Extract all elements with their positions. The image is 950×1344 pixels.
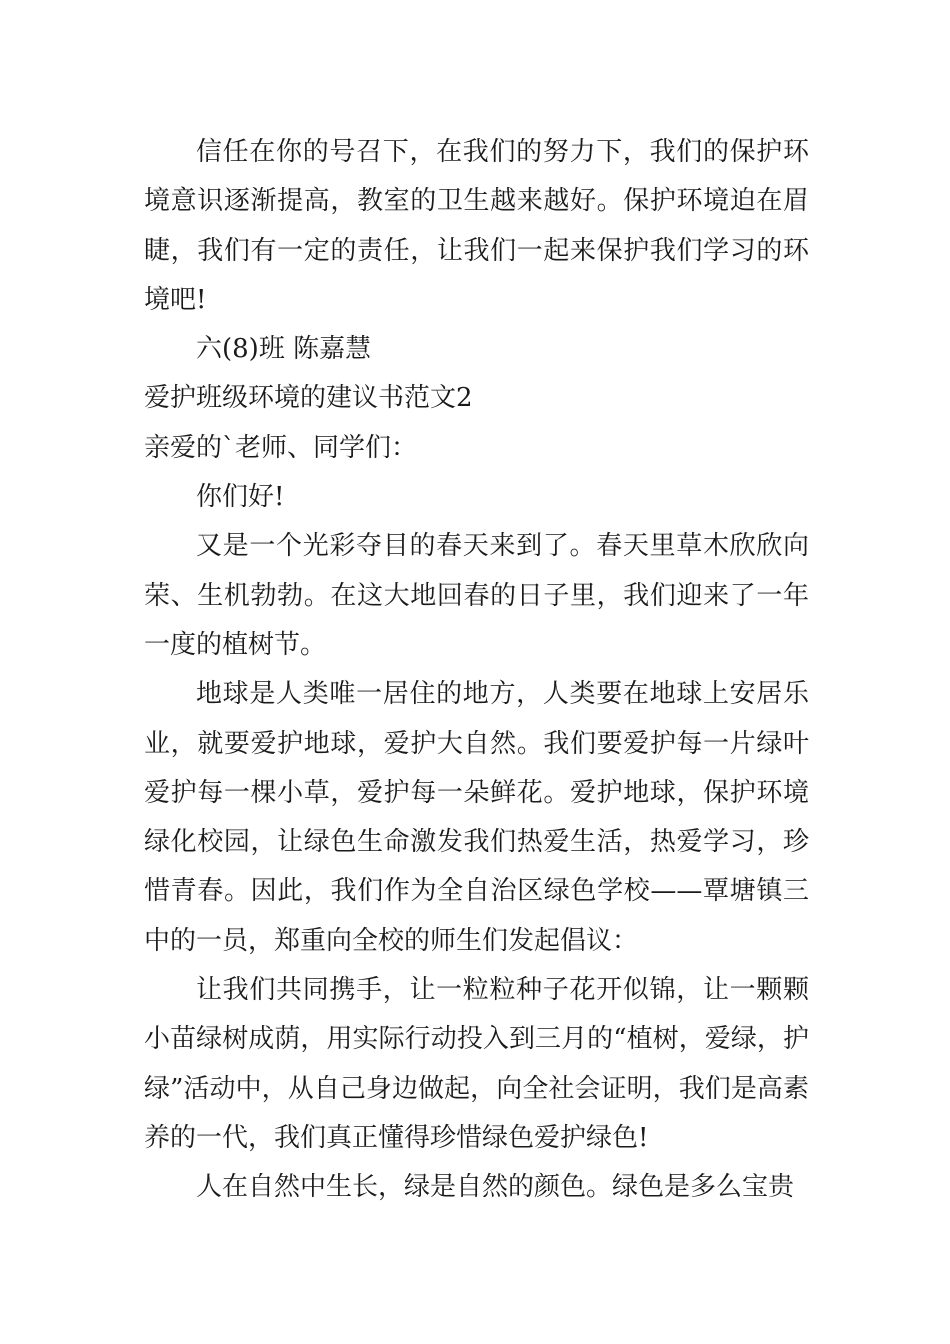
- signature-line: 六(8)班 陈嘉慧: [196, 334, 372, 365]
- paragraph-proposal: 让我们共同携手，让一粒粒种子花开似锦，让一颗颗小苗绿树成荫，用实际行动投入到三月的“植树，爱绿，护绿”活动中，从自己身边做起，向全社会证明，我们是高素养的一代，我们真正懂得珍惜绿色爱护绿色!: [144, 975, 809, 1153]
- salutation: 亲爱的`老师、同学们：: [144, 432, 418, 463]
- section-title: 爱护班级环境的建议书范文2: [144, 383, 473, 414]
- paragraph-earth: 地球是人类唯一居住的地方，人类要在地球上安居乐业，就要爱护地球，爱护大自然。我们要爱护每一片绿叶爱护每一棵小草，爱护每一朵鲜花。爱护地球，保护环境绿化校园，让绿色生命激发我们热爱生活，热爱学习，珍惜青春。因此，我们作为全自治区绿色学校——覃塘镇三中的一员，郑重向全校的师生们发起倡议：: [144, 679, 809, 956]
- paragraph-closing-appeal: 信任在你的号召下，在我们的努力下，我们的保护环境意识逐渐提高，教室的卫生越来越好。保护环境迫在眉睫，我们有一定的责任，让我们一起来保护我们学习的环境吧!: [144, 137, 809, 315]
- greeting: 你们好!: [196, 482, 285, 513]
- document-body: [144, 128, 809, 1213]
- paragraph-spring: 又是一个光彩夺目的春天来到了。春天里草木欣欣向荣、生机勃勃。在这大地回春的日子里，我们迎来了一年一度的植树节。: [144, 531, 809, 660]
- paragraph-green: 人在自然中生长，绿是自然的颜色。绿色是多么宝贵: [196, 1172, 795, 1203]
